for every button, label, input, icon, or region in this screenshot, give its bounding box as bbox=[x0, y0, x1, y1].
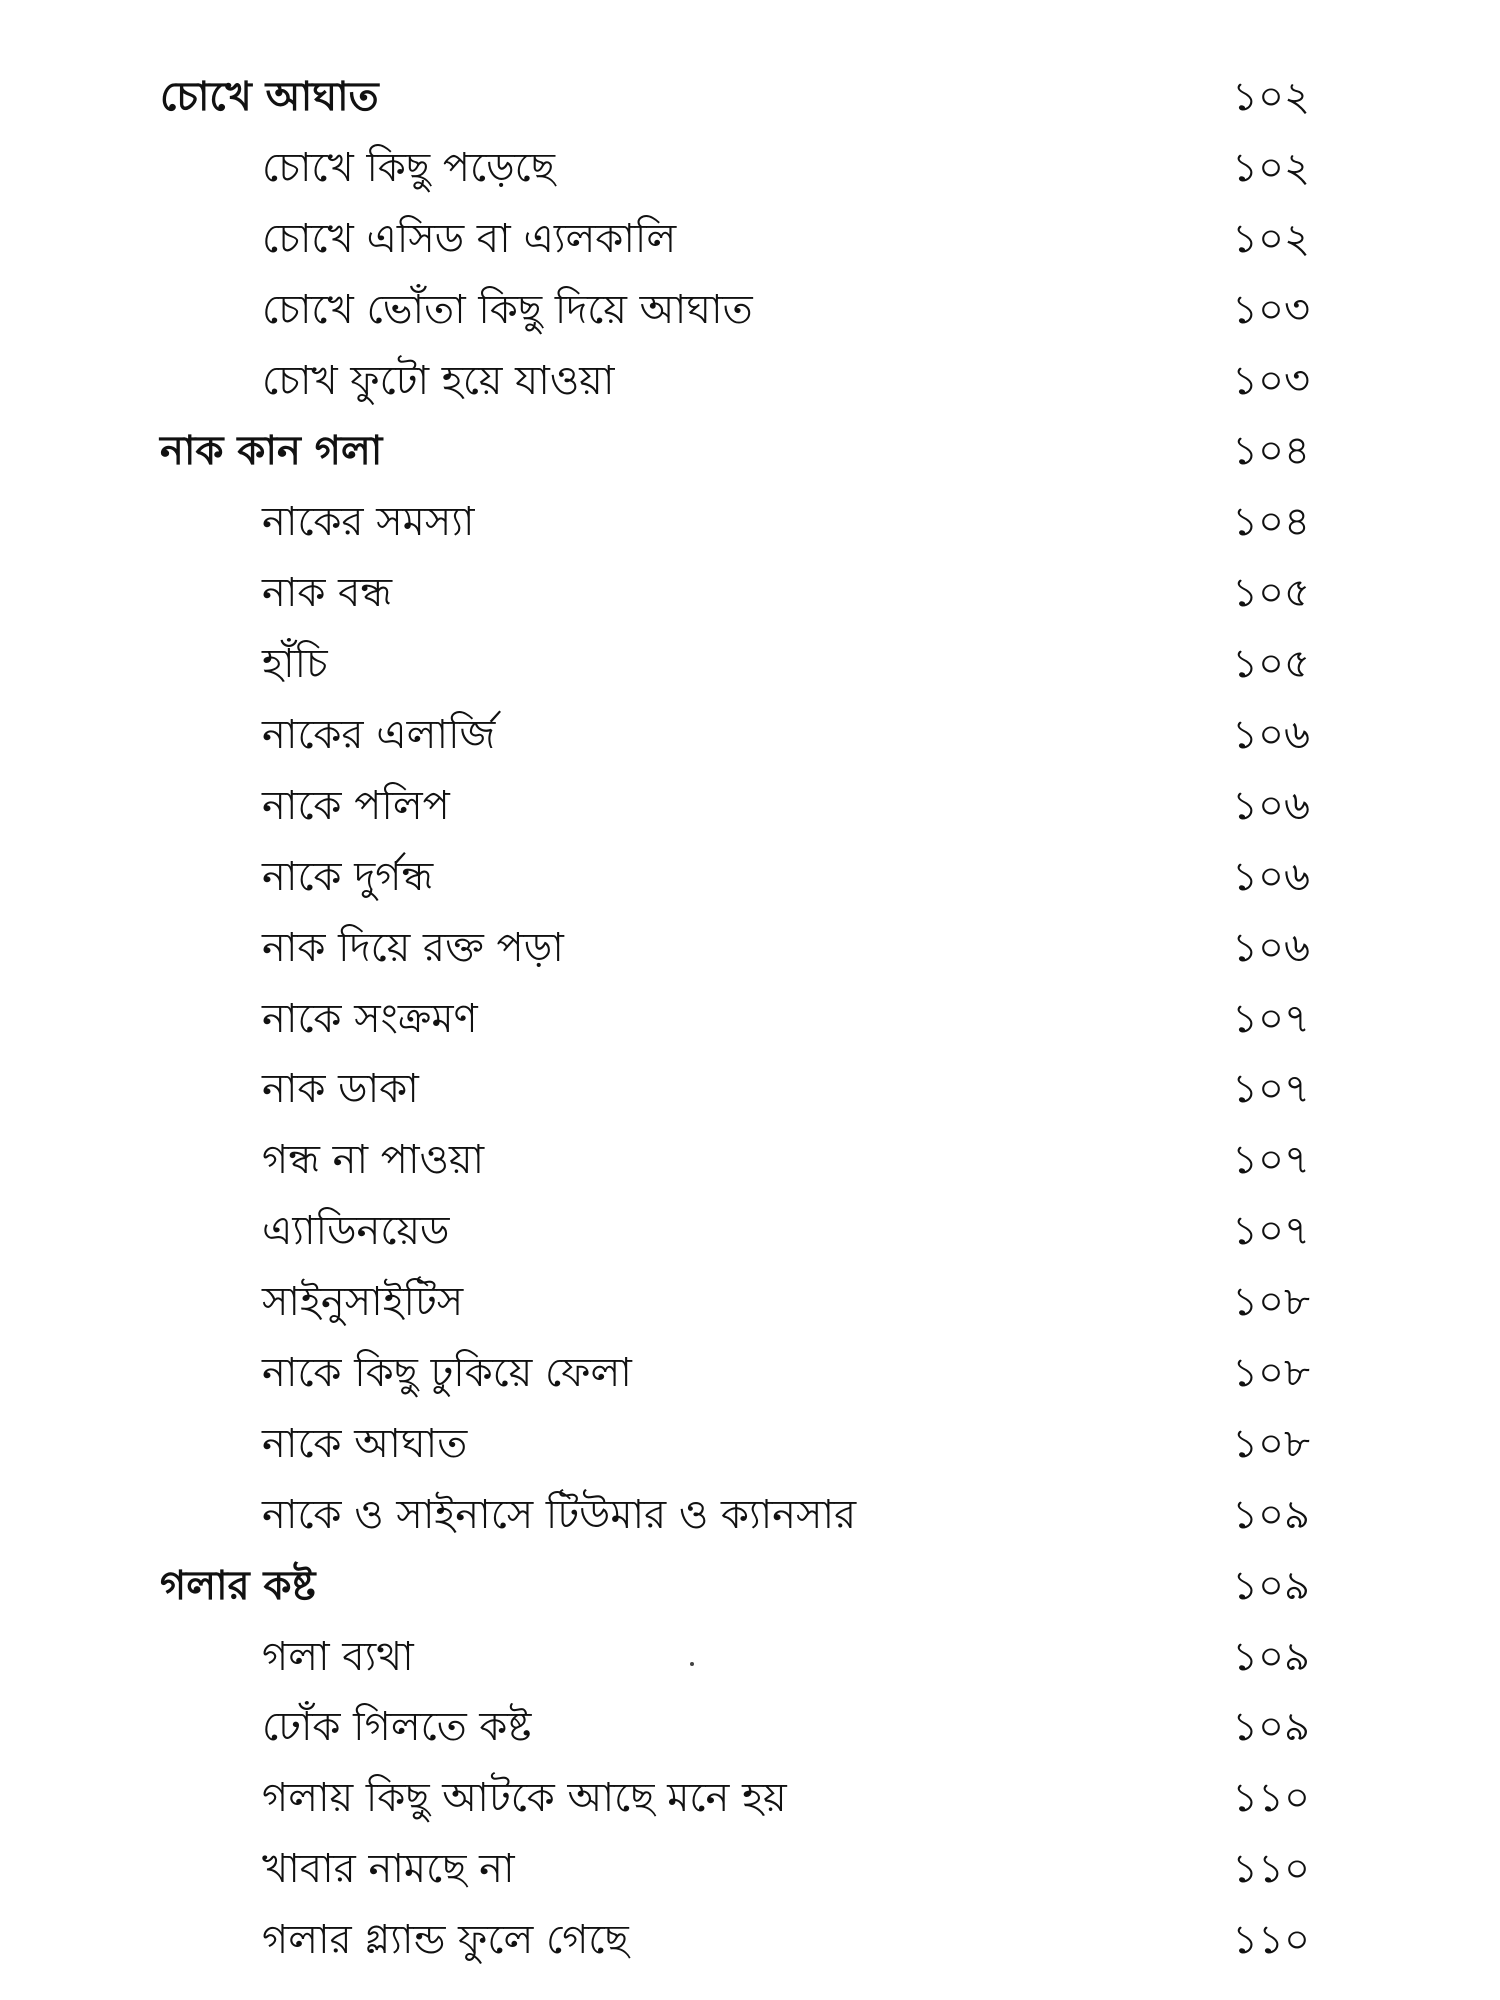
toc-section-title: চোখে আঘাত bbox=[160, 74, 379, 120]
toc-page-number: ১০৭ bbox=[1232, 995, 1310, 1042]
toc-item-title: নাকে আঘাত bbox=[262, 1420, 468, 1467]
toc-item-row bbox=[0, 558, 1500, 629]
toc-section-title: নাক কান গলা bbox=[160, 428, 383, 475]
toc-page-number: ১০৯ bbox=[1232, 1704, 1310, 1751]
toc-page-number: ১০৩ bbox=[1232, 286, 1310, 333]
toc-item-row bbox=[0, 133, 1500, 204]
toc-item-row bbox=[0, 1763, 1500, 1834]
toc-page-number: ১০২ bbox=[1232, 144, 1310, 191]
toc-page-number: ১০৫ bbox=[1232, 641, 1310, 688]
toc-page-number: ১০৪ bbox=[1232, 499, 1310, 546]
toc-page-number: ১০৭ bbox=[1232, 1137, 1310, 1184]
toc-page-number: ১০৬ bbox=[1232, 782, 1310, 829]
toc-item-title: নাকে সংক্রমণ bbox=[262, 995, 478, 1042]
toc-item-title: নাক দিয়ে রক্ত পড়া bbox=[262, 924, 564, 971]
toc-page-number: ১০৯ bbox=[1232, 1491, 1310, 1538]
toc-item-title: নাক ডাকা bbox=[262, 1066, 419, 1113]
toc-page-number: ১১০ bbox=[1232, 1775, 1310, 1822]
toc-item-row bbox=[0, 842, 1500, 913]
toc-page-number: ১০৪ bbox=[1232, 428, 1310, 475]
toc-section-title: গলার কষ্ট bbox=[160, 1562, 316, 1609]
toc-item-title: নাকে ও সাইনাসে টিউমার ও ক্যানসার bbox=[262, 1491, 857, 1538]
toc-page-number: ১০৬ bbox=[1232, 924, 1310, 971]
toc-item-row bbox=[0, 1622, 1500, 1693]
toc-page-number: ১০৫ bbox=[1232, 570, 1310, 617]
toc-item-row bbox=[0, 1834, 1500, 1905]
toc-item-row bbox=[0, 1905, 1500, 1976]
toc-section-row bbox=[0, 416, 1500, 487]
toc-item-row bbox=[0, 1692, 1500, 1763]
toc-item-row bbox=[0, 771, 1500, 842]
toc-item-row bbox=[0, 1409, 1500, 1480]
toc-item-title: চোখ ফুটো হয়ে যাওয়া bbox=[262, 357, 615, 404]
toc-item-title: নাকে দুর্গন্ধ bbox=[262, 853, 434, 900]
toc-item-title: হাঁচি bbox=[262, 641, 328, 688]
toc-item-title: গলার গ্ল্যান্ড ফুলে গেছে bbox=[262, 1917, 629, 1964]
toc-item-row bbox=[0, 1125, 1500, 1196]
toc-page-number: ১০৯ bbox=[1232, 1562, 1310, 1609]
toc-item-row bbox=[0, 700, 1500, 771]
toc-item-row bbox=[0, 487, 1500, 558]
toc-page-number: ১০৮ bbox=[1232, 1420, 1310, 1467]
toc-page-number: ১০৩ bbox=[1232, 357, 1310, 404]
toc-page-number: ১১০ bbox=[1232, 1917, 1310, 1964]
toc-item-title: চোখে কিছু পড়েছে bbox=[262, 144, 555, 191]
toc-item-title: নাকের সমস্যা bbox=[262, 499, 475, 546]
toc-item-title: গন্ধ না পাওয়া bbox=[262, 1137, 485, 1184]
paper-speck bbox=[690, 1662, 694, 1666]
toc-item-row bbox=[0, 629, 1500, 700]
toc-item-row bbox=[0, 275, 1500, 346]
toc-item-title: নাকে কিছু ঢুকিয়ে ফেলা bbox=[262, 1350, 632, 1397]
toc-item-title: ঢোঁক গিলতে কষ্ট bbox=[262, 1704, 532, 1751]
toc-page-number: ১০৬ bbox=[1232, 853, 1310, 900]
toc-item-row bbox=[0, 204, 1500, 275]
toc-item-title: নাক বন্ধ bbox=[262, 570, 393, 617]
toc-page-number: ১১০ bbox=[1232, 1846, 1310, 1893]
toc-page-number: ১০৮ bbox=[1232, 1279, 1310, 1326]
toc-page-number: ১০৭ bbox=[1232, 1208, 1310, 1255]
toc-item-title: খাবার নামছে না bbox=[262, 1846, 515, 1893]
toc-page-number: ১০৯ bbox=[1232, 1633, 1310, 1680]
toc-page-number: ১০৬ bbox=[1232, 712, 1310, 759]
toc-item-row bbox=[0, 1196, 1500, 1267]
toc-item-title: গলা ব্যথা bbox=[262, 1633, 414, 1680]
toc-page-number: ১০৮ bbox=[1232, 1350, 1310, 1397]
toc-item-title: চোখে এসিড বা এ্যলকালি bbox=[262, 215, 677, 262]
toc-item-row bbox=[0, 1480, 1500, 1551]
toc-page-number: ১০২ bbox=[1232, 74, 1310, 120]
toc-item-row bbox=[0, 1054, 1500, 1125]
toc-section-row bbox=[0, 1551, 1500, 1622]
toc-item-title: এ্যাডিনয়েড bbox=[262, 1208, 450, 1255]
toc-item-row bbox=[0, 913, 1500, 984]
toc-item-title: নাকের এলার্জি bbox=[262, 712, 496, 759]
toc-item-row bbox=[0, 1338, 1500, 1409]
toc-item-title: সাইনুসাইটিস bbox=[262, 1279, 464, 1326]
toc-item-title: চোখে ভোঁতা কিছু দিয়ে আঘাত bbox=[262, 286, 753, 333]
toc-page-number: ১০২ bbox=[1232, 215, 1310, 262]
toc-item-title: গলায় কিছু আটকে আছে মনে হয় bbox=[262, 1775, 787, 1822]
toc-item-row bbox=[0, 346, 1500, 417]
toc-page-number: ১০৭ bbox=[1232, 1066, 1310, 1113]
table-of-contents bbox=[0, 62, 1500, 1976]
toc-item-title: নাকে পলিপ bbox=[262, 782, 450, 829]
toc-item-row bbox=[0, 984, 1500, 1055]
toc-item-row bbox=[0, 1267, 1500, 1338]
toc-section-row bbox=[0, 62, 1500, 133]
